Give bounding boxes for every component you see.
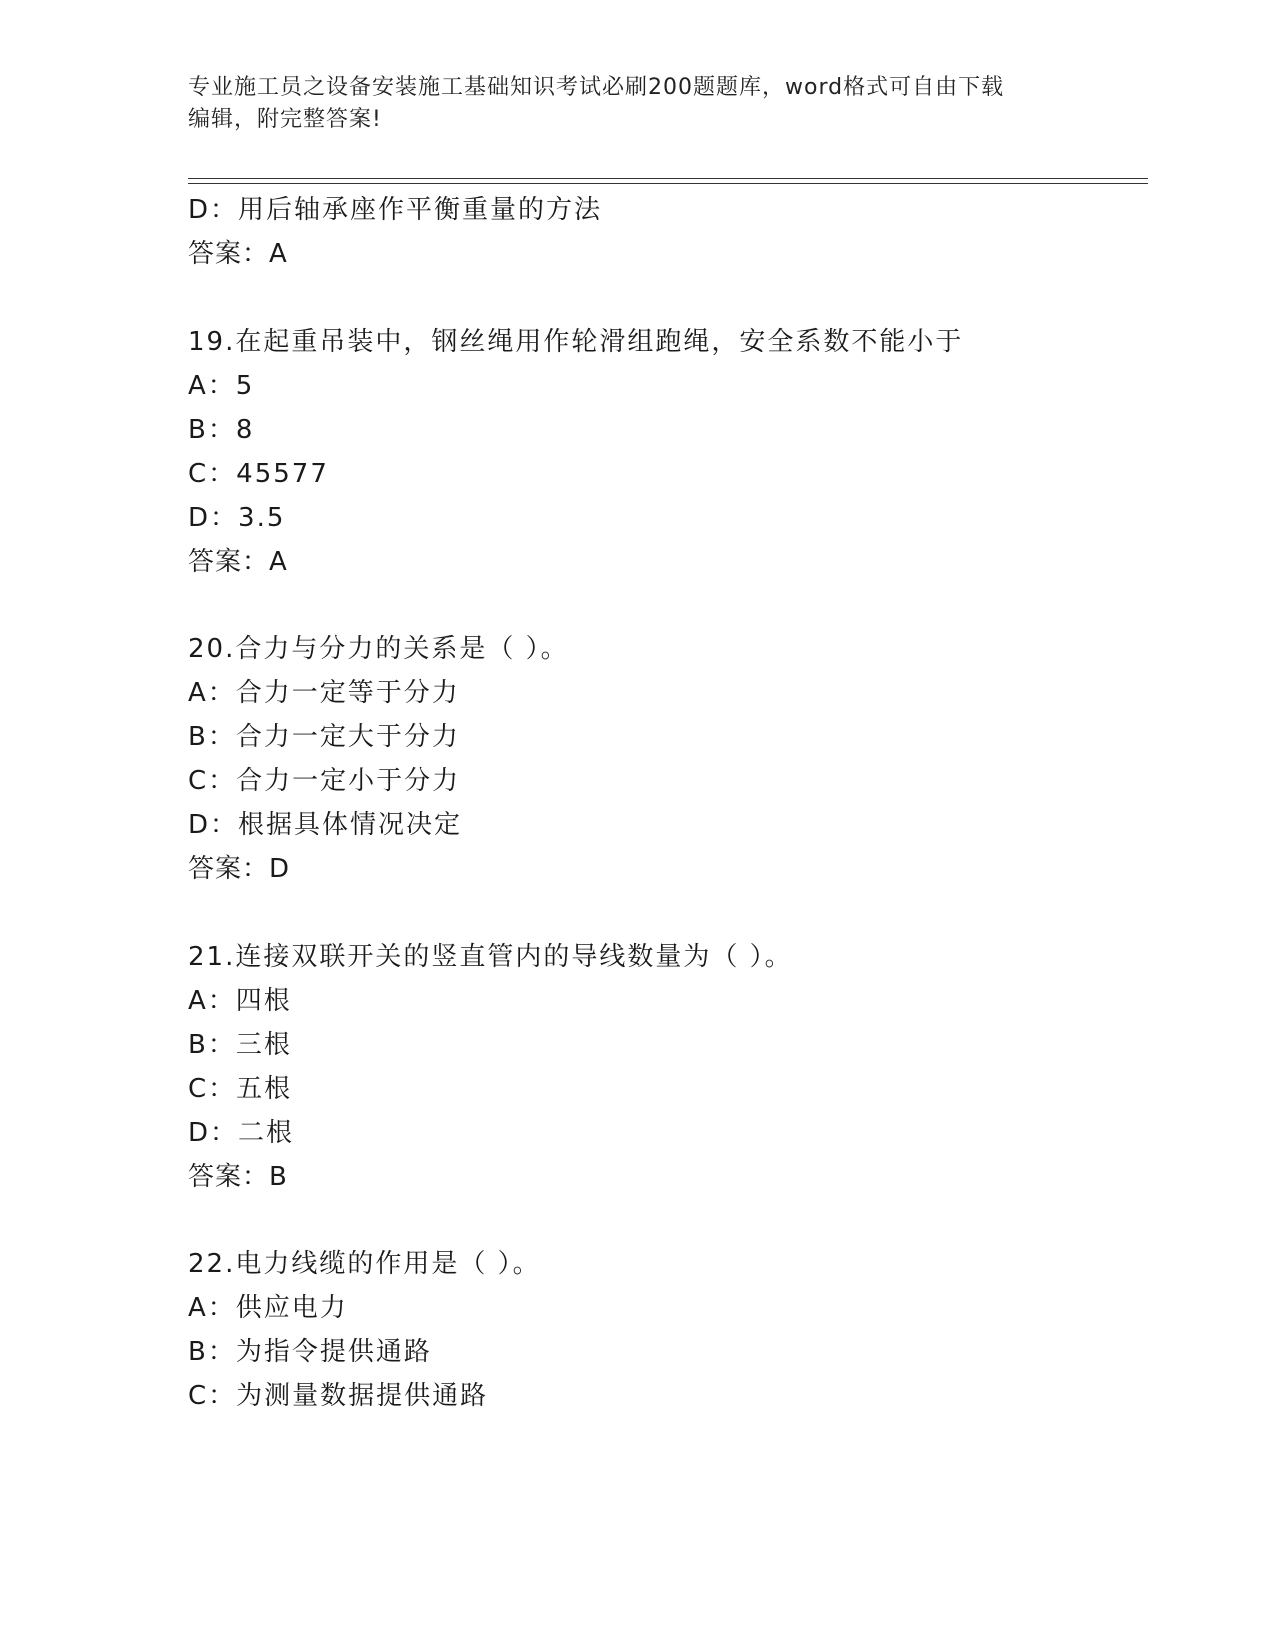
q19-answer: 答案：A	[188, 547, 288, 577]
q20-option-b: B：合力一定大于分力	[188, 722, 460, 752]
header-divider-top	[188, 178, 1148, 179]
q20-answer: 答案：D	[188, 854, 291, 884]
q20-option-c: C：合力一定小于分力	[188, 766, 461, 796]
q21-option-d: D：二根	[188, 1118, 295, 1148]
q20-option-a: A：合力一定等于分力	[188, 678, 460, 708]
q19-option-d: D：3.5	[188, 503, 286, 533]
q20-question: 20.合力与分力的关系是（ ）。	[188, 634, 569, 664]
header-title-line-2: 编辑，附完整答案!	[188, 107, 382, 132]
q19-question: 19.在起重吊装中，钢丝绳用作轮滑组跑绳，安全系数不能小于	[188, 327, 964, 357]
q19-option-c: C：45577	[188, 459, 329, 489]
q18-answer: 答案：A	[188, 239, 288, 269]
q22-option-c: C：为测量数据提供通路	[188, 1381, 489, 1411]
header-title-line-1: 专业施工员之设备安装施工基础知识考试必刷200题题库，word格式可自由下载	[188, 75, 1005, 100]
q20-option-d: D：根据具体情况决定	[188, 810, 463, 840]
q18-option-d: D：用后轴承座作平衡重量的方法	[188, 195, 603, 225]
q21-option-c: C：五根	[188, 1074, 293, 1104]
header-divider-bottom	[188, 183, 1148, 184]
q21-answer: 答案：B	[188, 1162, 288, 1192]
q22-option-b: B：为指令提供通路	[188, 1337, 432, 1367]
document-header	[188, 72, 1088, 136]
q21-option-a: A：四根	[188, 986, 292, 1016]
q21-option-b: B：三根	[188, 1030, 292, 1060]
q22-question: 22.电力线缆的作用是（ ）。	[188, 1249, 541, 1279]
q19-option-a: A：5	[188, 371, 255, 401]
q21-question: 21.连接双联开关的竖直管内的导线数量为（ ）。	[188, 942, 793, 972]
q22-option-a: A：供应电力	[188, 1293, 348, 1323]
q19-option-b: B：8	[188, 415, 255, 445]
